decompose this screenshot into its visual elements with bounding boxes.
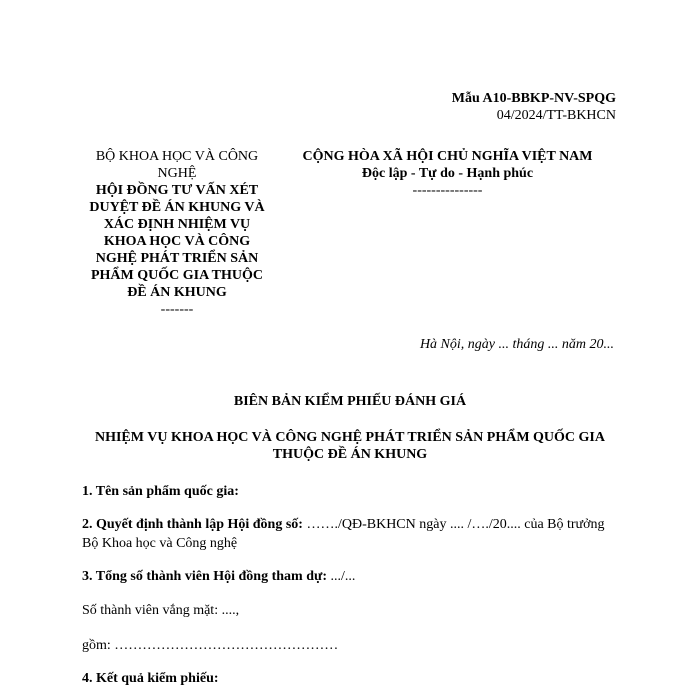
agency-header	[86, 148, 268, 318]
absent-members: Số thành viên vắng mặt: ....,	[82, 603, 240, 618]
section-3-text: .../...	[327, 569, 356, 584]
ministry-name: BỘ KHOA HỌC VÀ CÔNG NGHỆ	[95, 149, 259, 181]
section-3-label: 3. Tổng số thành viên Hội đồng tham dự:	[82, 569, 328, 584]
document-subtitle: NHIỆM VỤ KHOA HỌC VÀ CÔNG NGHỆ PHÁT TRIỂN SẢN PHẨM QUỐC GIA THUỘC ĐỀ ÁN KHUNG	[94, 430, 605, 462]
section-members-present	[82, 567, 622, 586]
nation-separator: ---------------	[412, 183, 483, 198]
form-code: Mẫu A10-BBKP-NV-SPQG	[451, 91, 616, 106]
section-2-label: 2. Quyết định thành lập Hội đồng số:	[82, 517, 303, 532]
document-title: BIÊN BẢN KIỂM PHIẾU ĐÁNH GIÁ	[233, 394, 467, 409]
section-product-name	[82, 482, 622, 501]
place-date: Hà Nội, ngày ... tháng ... năm 20...	[419, 337, 614, 352]
absent-members-list: gồm: …………………………………………	[82, 638, 339, 653]
section-vote-results	[82, 669, 622, 688]
national-header	[270, 148, 625, 199]
circular-number: 04/2024/TT-BKHCN	[496, 108, 616, 123]
section-1-label: 1. Tên sản phẩm quốc gia:	[82, 484, 239, 499]
section-4-label: 4. Kết quả kiểm phiếu:	[82, 671, 219, 686]
agency-separator: -------	[160, 302, 194, 317]
section-2-text: ……./QĐ-BKHCN ngày .... /…./20.... của Bộ trưởng Bộ Khoa học và Công nghệ	[82, 517, 605, 551]
section-council-decision	[82, 515, 622, 553]
council-name: HỘI ĐỒNG TƯ VẤN XÉT DUYỆT ĐỀ ÁN KHUNG VÀ XÁC ĐỊNH NHIỆM VỤ KHOA HỌC VÀ CÔNG NGHỆ PHÁT TRIỂN SẢN PHẨM QUỐC GIA THUỘC ĐỀ ÁN KHUNG	[89, 183, 265, 300]
nation-motto: Độc lập - Tự do - Hạnh phúc	[361, 166, 534, 181]
nation-name: CỘNG HÒA XÃ HỘI CHỦ NGHĨA VIỆT NAM	[302, 149, 593, 164]
